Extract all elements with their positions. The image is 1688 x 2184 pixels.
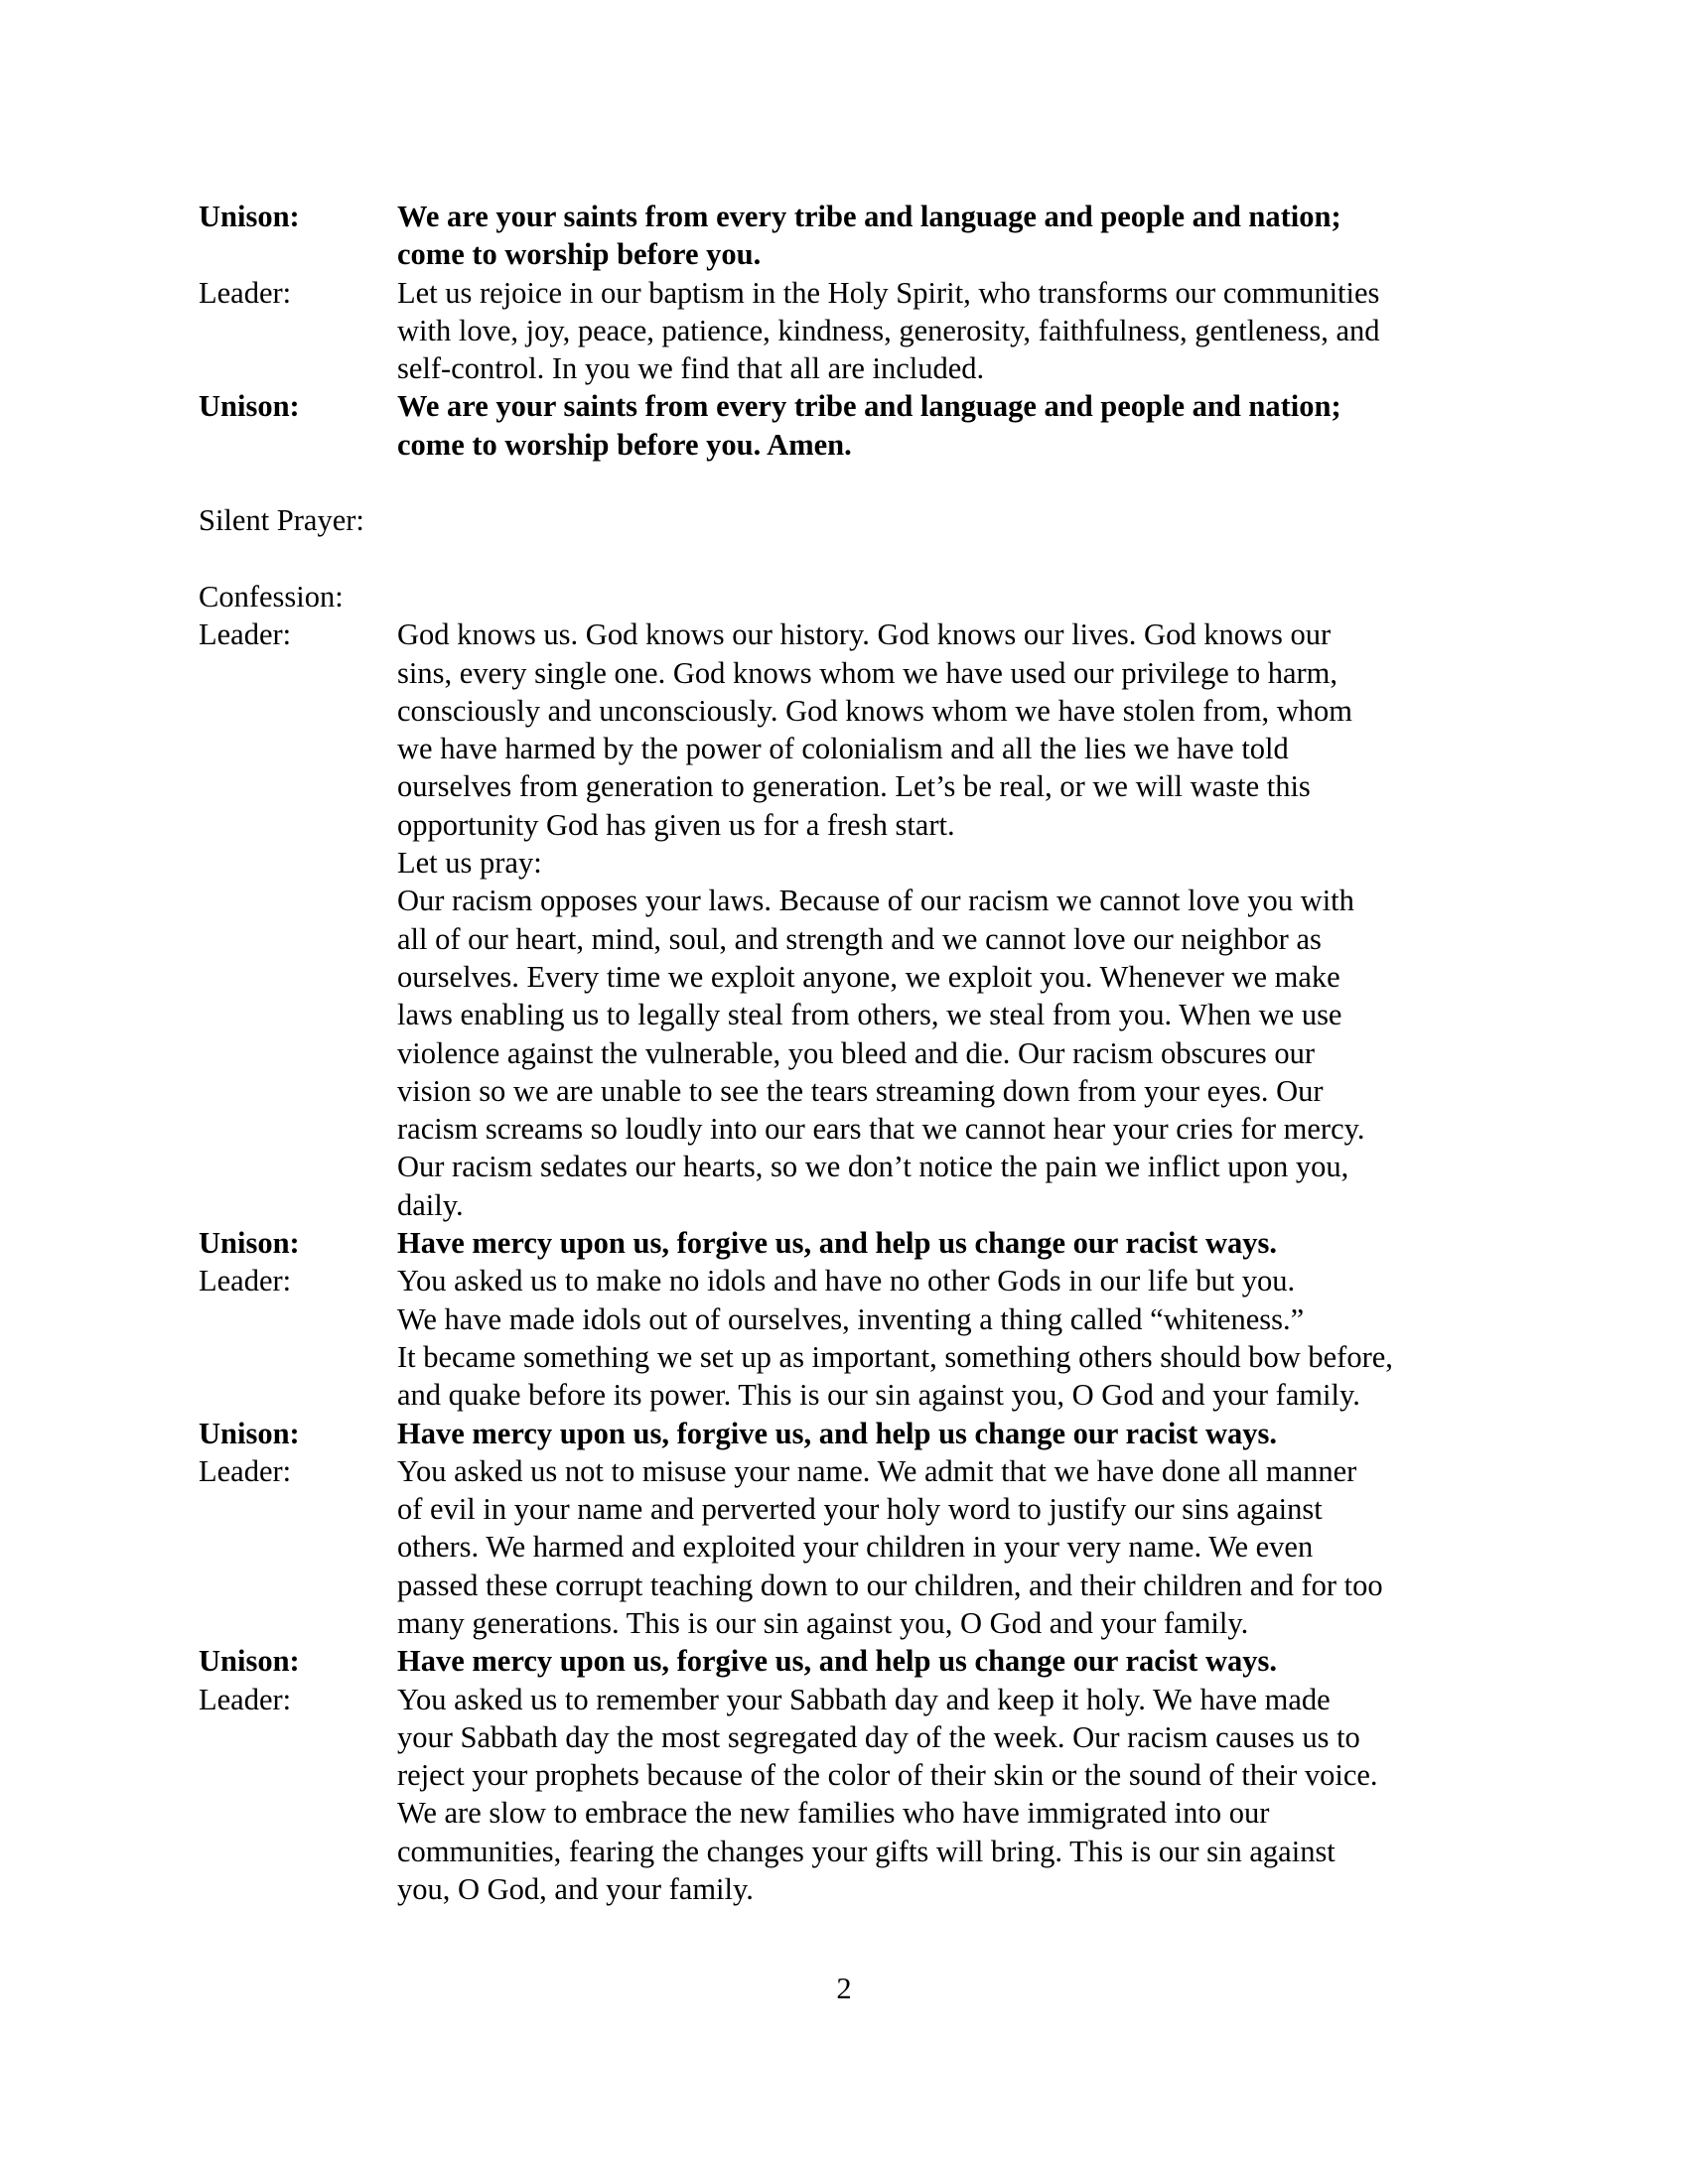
leader-text: You asked us not to misuse your name. We admit that we have done all manner of evil in your name and perverted your holy word to justify our sins against others. We harmed and exploited your children in your very name. We even passed these corrupt teaching down to our children, and their children and for too many generations. This is our sin against you, O God and your family. <box>397 1453 1383 1640</box>
speaker-label: Leader: <box>199 1682 292 1716</box>
speaker-label: Unison: <box>199 1226 300 1261</box>
speaker-label: Unison: <box>199 1416 300 1450</box>
liturgy-block <box>199 615 1489 1224</box>
response-text: Have mercy upon us, forgive us, and help us change our racist ways. <box>397 1644 1277 1679</box>
liturgy-block <box>199 1262 1489 1414</box>
leader-text: Let us rejoice in our baptism in the Holy Spirit, who transforms our communities with love, joy, peace, patience, kindness, generosity, faithfulness, gentleness, and self-control. In you we find that all are included. <box>397 275 1380 386</box>
speaker-label: Leader: <box>199 1453 292 1488</box>
liturgy-block <box>199 1642 1489 1680</box>
section-label: Silent Prayer: <box>199 503 364 538</box>
response-text: We are your saints from every tribe and language and people and nation; come to worship before you. <box>397 200 1341 272</box>
liturgy-block <box>199 387 1489 464</box>
section-label: Confession: <box>199 579 344 614</box>
liturgy-block <box>199 1452 1489 1642</box>
response-text: We are your saints from every tribe and language and people and nation; come to worship before you. Amen. <box>397 389 1341 462</box>
spacer <box>199 464 1489 501</box>
liturgy-body <box>199 198 1489 1908</box>
liturgy-block <box>199 198 1489 274</box>
section-heading-confession <box>199 578 1489 615</box>
liturgy-block <box>199 1224 1489 1262</box>
liturgy-block <box>199 1415 1489 1452</box>
speaker-label: Leader: <box>199 275 292 310</box>
response-text: Have mercy upon us, forgive us, and help us change our racist ways. <box>397 1226 1277 1261</box>
response-text: Have mercy upon us, forgive us, and help us change our racist ways. <box>397 1416 1277 1450</box>
leader-text: You asked us to remember your Sabbath day and keep it holy. We have made your Sabbath day the most segregated day of the week. Our racism causes us to reject your prophets because of the color of their skin or the sound of their voice. We are slow to embrace the new families who have immigrated into our communities, fearing the changes your gifts will bring. This is our sin against you, O God, and your family. <box>397 1682 1378 1907</box>
liturgy-block <box>199 274 1489 388</box>
speaker-label: Unison: <box>199 200 300 233</box>
speaker-label: Leader: <box>199 1264 292 1298</box>
page-number: 2 <box>836 1972 852 2005</box>
spacer <box>199 540 1489 578</box>
section-heading-silent-prayer <box>199 501 1489 539</box>
leader-text: You asked us to make no idols and have no other Gods in our life but you. We have made idols out of ourselves, inventing a thing called “whiteness.” It became something we set up as important, something others should bow before, and quake before its power. This is our sin against you, O God and your family. <box>397 1264 1393 1413</box>
speaker-label: Unison: <box>199 389 300 424</box>
speaker-label: Leader: <box>199 617 292 652</box>
liturgy-block <box>199 1681 1489 1909</box>
leader-text: God knows us. God knows our history. God knows our lives. God knows our sins, every single one. God knows whom we have used our privilege to harm, consciously and unconsciously. God knows whom we have stolen from, whom we have harmed by the power of colonialism and all the lies we have told ourselves from generation to generation. Let’s be real, or we will waste this opportunity God has given us for a fresh start. Let us pray: Our racism opposes your laws. Because of our racism we cannot love you with all of our heart, mind, soul, and strength and we cannot love our neighbor as ourselves. Every time we exploit anyone, we exploit you. Whenever we make laws enabling us to legally steal from others, we steal from you. When we use violence against the vulnerable, you bleed and die. Our racism obscures our vision so we are unable to see the tears streaming down from your eyes. Our racism screams so loudly into our ears that we cannot hear your cries for mercy. Our racism sedates our hearts, so we don’t notice the pain we inflict upon you, daily. <box>397 617 1365 1222</box>
speaker-label: Unison: <box>199 1644 300 1679</box>
